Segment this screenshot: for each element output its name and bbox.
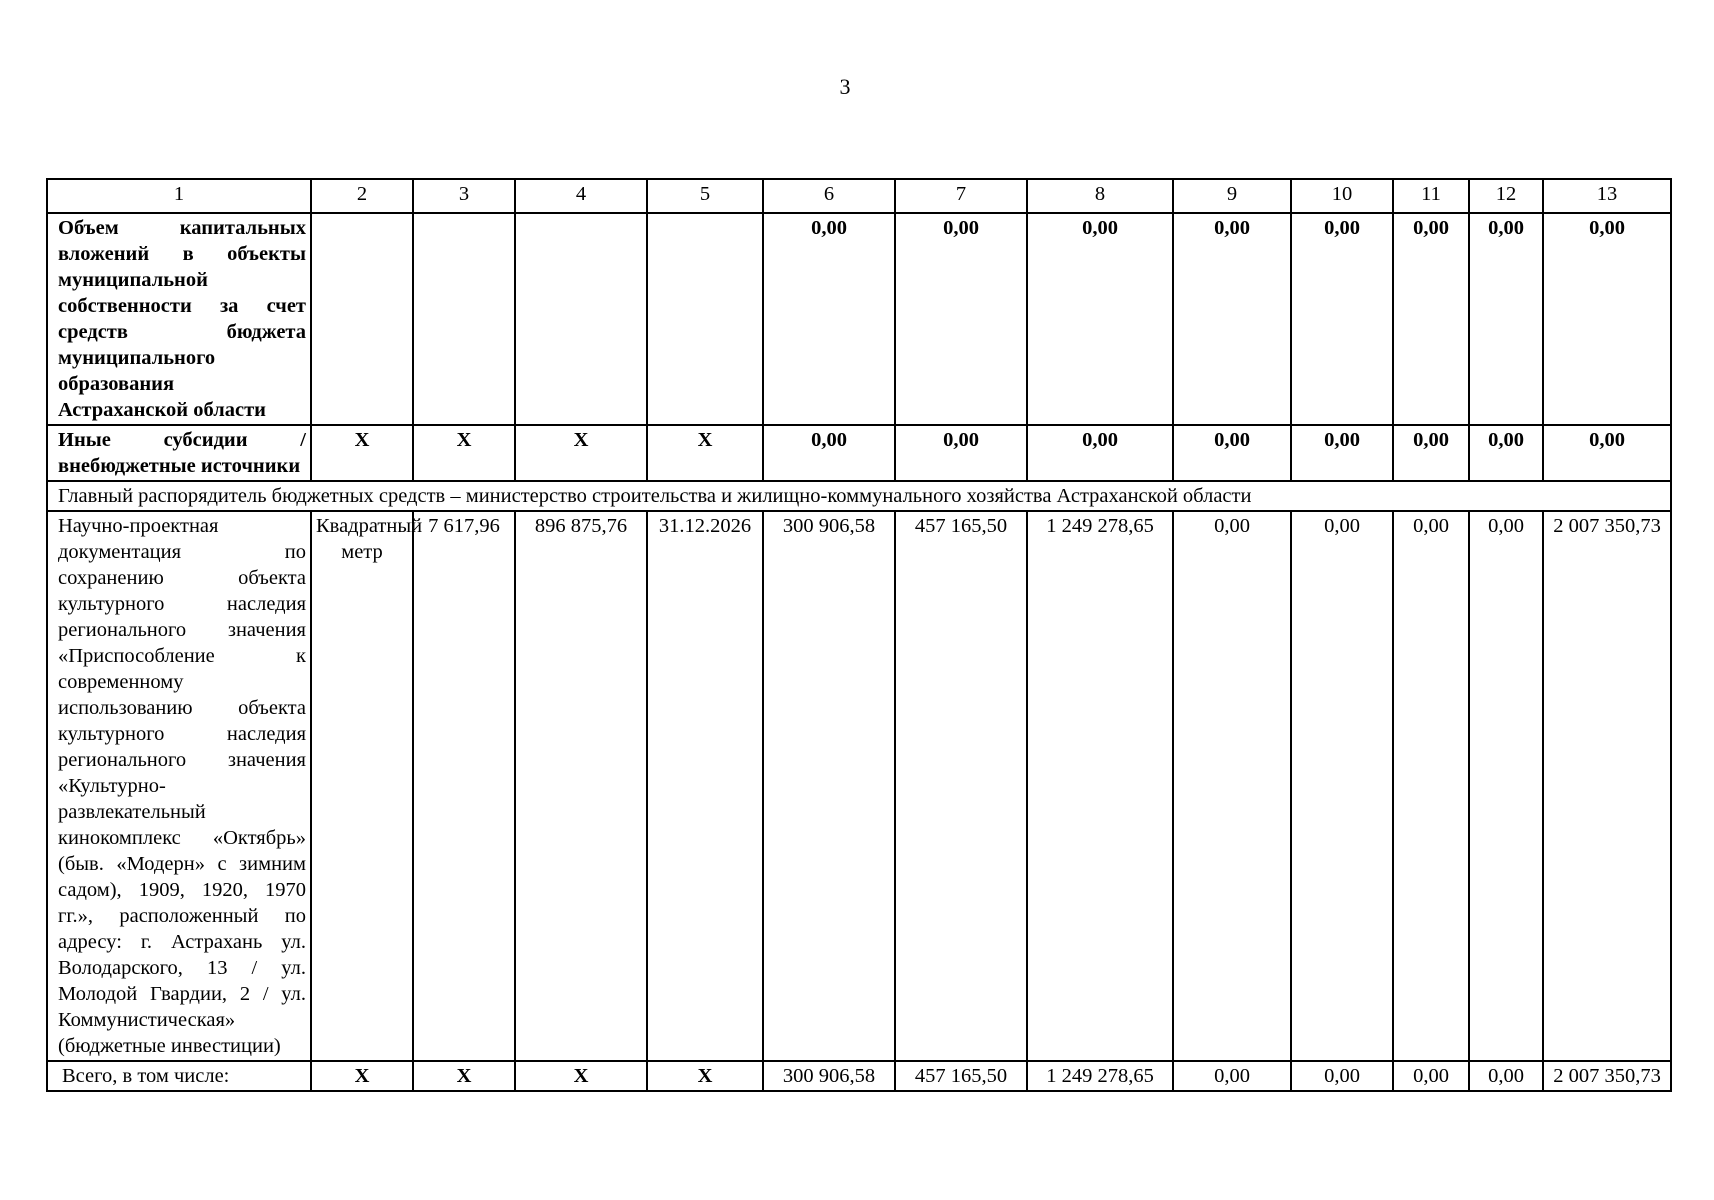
table-cell: 0,00 xyxy=(1173,213,1291,425)
page-number: 3 xyxy=(839,74,851,99)
table-cell: X xyxy=(413,425,515,481)
table-cell: 0,00 xyxy=(1027,213,1173,425)
section-title: Главный распорядитель бюджетных средств – министерство строительства и жилищно-коммунального хозяйства Астраханской области xyxy=(47,481,1671,511)
table-cell: 0,00 xyxy=(763,213,895,425)
column-header: 8 xyxy=(1027,179,1173,213)
table-row-total xyxy=(47,1061,1671,1091)
column-header: 5 xyxy=(647,179,763,213)
table-cell: 2 007 350,73 xyxy=(1543,511,1671,1061)
table-cell: 0,00 xyxy=(895,425,1027,481)
table-cell: 300 906,58 xyxy=(763,511,895,1061)
column-header: 10 xyxy=(1291,179,1393,213)
table-cell: 0,00 xyxy=(1469,1061,1543,1091)
column-header: 13 xyxy=(1543,179,1671,213)
column-header: 2 xyxy=(311,179,413,213)
table-row-capital-investments xyxy=(47,213,1671,425)
budget-table xyxy=(46,178,1672,1092)
table-cell xyxy=(647,213,763,425)
table-cell: 0,00 xyxy=(1173,511,1291,1061)
column-header: 11 xyxy=(1393,179,1469,213)
table-cell: 896 875,76 xyxy=(515,511,647,1061)
table-cell-unit: Квадратный метр xyxy=(311,511,413,1061)
table-cell: 0,00 xyxy=(763,425,895,481)
table-cell: 0,00 xyxy=(1291,511,1393,1061)
table-cell: X xyxy=(413,1061,515,1091)
row-label: Всего, в том числе: xyxy=(47,1061,311,1091)
table-cell: X xyxy=(647,425,763,481)
table-cell xyxy=(515,213,647,425)
column-header: 4 xyxy=(515,179,647,213)
table-cell: X xyxy=(311,425,413,481)
table-cell xyxy=(413,213,515,425)
table-cell: 0,00 xyxy=(1469,425,1543,481)
table-cell: X xyxy=(647,1061,763,1091)
column-header: 7 xyxy=(895,179,1027,213)
table-cell: 0,00 xyxy=(1543,213,1671,425)
table-cell: X xyxy=(311,1061,413,1091)
table-cell: 0,00 xyxy=(1393,1061,1469,1091)
table-cell: X xyxy=(515,425,647,481)
table-header-row xyxy=(47,179,1671,213)
table-cell: 0,00 xyxy=(1291,425,1393,481)
column-header: 12 xyxy=(1469,179,1543,213)
row-label: Научно-проектная документация по сохранению объекта культурного наследия регионального значения «Приспособление к современному использованию объекта культурного наследия регионального значения «Культурно-развлекательный кинокомплекс «Октябрь» (быв. «Модерн» с зимним садом), 1909, 1920, 1970 гг.», расположенный по адресу: г. Астрахань ул. Володарского, 13 / ул. Молодой Гвардии, 2 / ул. Коммунистическая» (бюджетные инвестиции) xyxy=(47,511,311,1061)
row-label: Объем капитальных вложений в объекты муниципальной собственности за счет средств бюджета муниципального образования Астраханской области xyxy=(47,213,311,425)
table-cell: 0,00 xyxy=(1291,213,1393,425)
column-header: 3 xyxy=(413,179,515,213)
table-cell: 0,00 xyxy=(1469,213,1543,425)
table-cell: 457 165,50 xyxy=(895,511,1027,1061)
table-cell: 0,00 xyxy=(1027,425,1173,481)
column-header: 1 xyxy=(47,179,311,213)
table-cell: 0,00 xyxy=(1173,425,1291,481)
table-cell: 457 165,50 xyxy=(895,1061,1027,1091)
table-row-other-subsidies xyxy=(47,425,1671,481)
table-row-section-title xyxy=(47,481,1671,511)
table-cell: 31.12.2026 xyxy=(647,511,763,1061)
table-cell: X xyxy=(515,1061,647,1091)
column-header: 9 xyxy=(1173,179,1291,213)
table-cell: 0,00 xyxy=(1393,511,1469,1061)
table-cell: 0,00 xyxy=(1173,1061,1291,1091)
table-cell: 0,00 xyxy=(895,213,1027,425)
table-cell: 0,00 xyxy=(1469,511,1543,1061)
table-cell: 0,00 xyxy=(1291,1061,1393,1091)
table-row-project xyxy=(47,511,1671,1061)
table-cell: 1 249 278,65 xyxy=(1027,511,1173,1061)
table-cell xyxy=(311,213,413,425)
table-cell: 1 249 278,65 xyxy=(1027,1061,1173,1091)
table-cell: 2 007 350,73 xyxy=(1543,1061,1671,1091)
table-cell: 300 906,58 xyxy=(763,1061,895,1091)
table-cell: 0,00 xyxy=(1543,425,1671,481)
table-cell: 0,00 xyxy=(1393,213,1469,425)
table-cell: 7 617,96 xyxy=(413,511,515,1061)
row-label: Иные субсидии / внебюджетные источники xyxy=(47,425,311,481)
column-header: 6 xyxy=(763,179,895,213)
table-cell: 0,00 xyxy=(1393,425,1469,481)
